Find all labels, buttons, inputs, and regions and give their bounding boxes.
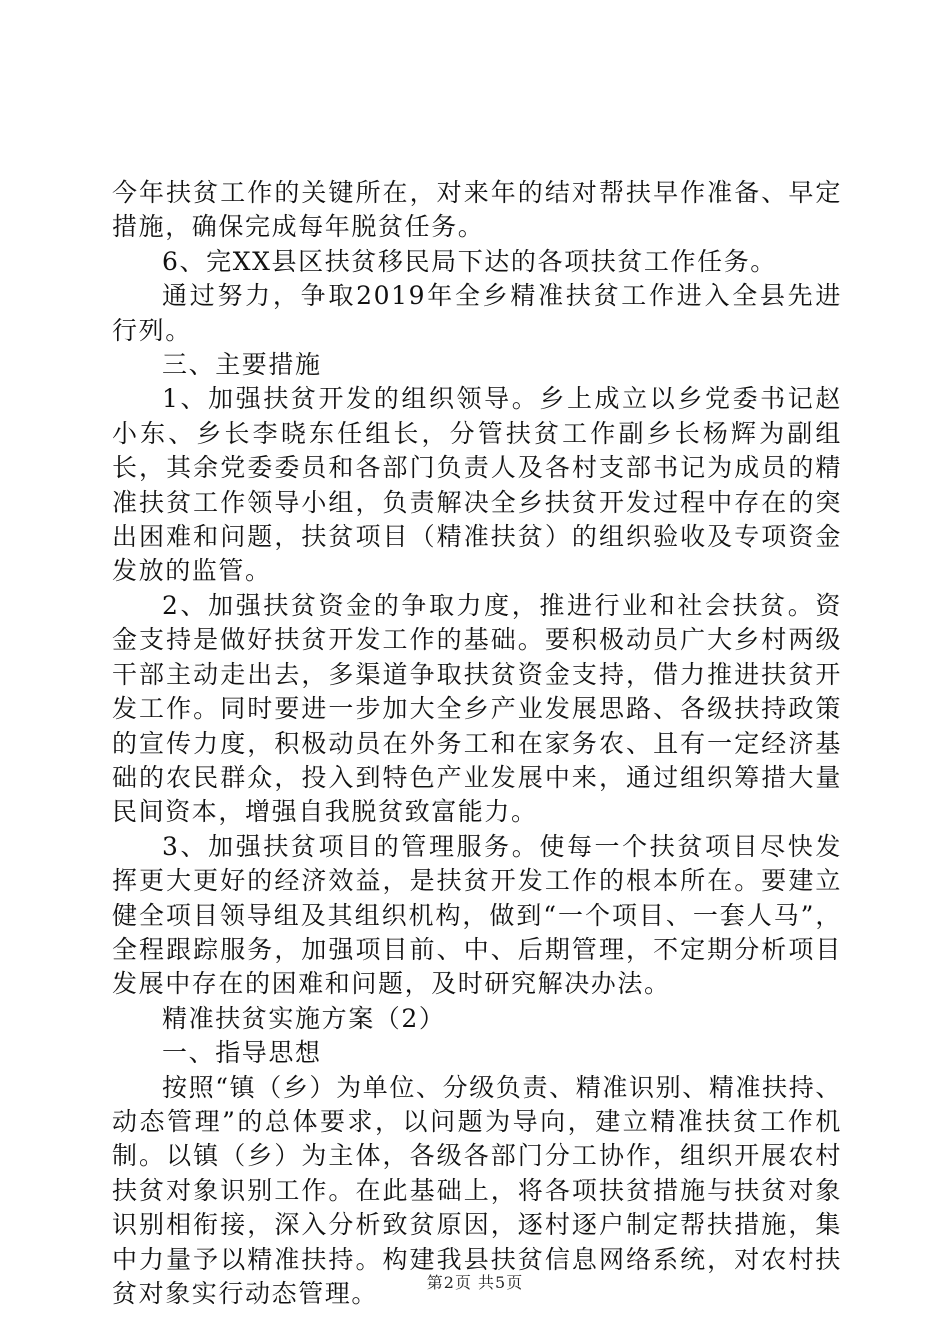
paragraph-goal: 通过努力，争取2019年全乡精准扶贫工作进入全县先进行列。 (112, 281, 842, 345)
paragraph-measure-1: 1、加强扶贫开发的组织领导。乡上成立以乡党委书记赵小东、乡长李晓东任组长，分管扶贫工作副乡长杨辉为副组长，其余党委委员和各部门负责人及各村支部书记为成员的精准扶贫工作领导小组，负责解决全乡扶贫开发过程中存在的突出困难和问题，扶贫项目（精准扶贫）的组织验收及专项资金发放的监管。 (112, 384, 842, 586)
document-body (112, 176, 842, 1311)
paragraph-measure-2: 2、加强扶贫资金的争取力度，推进行业和社会扶贫。资金支持是做好扶贫开发工作的基础。要积极动员广大乡村两级干部主动走出去，多渠道争取扶贫资金支持，借力推进扶贫开发工作。同时要进一步加大全乡产业发展思路、各级扶持政策的宣传力度，积极动员在外务工和在家务农、且有一定经济基础的农民群众，投入到特色产业发展中来，通过组织筹措大量民间资本，增强自我脱贫致富能力。 (112, 590, 842, 827)
section-heading-measures: 三、主要措施 (162, 350, 322, 380)
paragraph-guiding-thought: 按照“镇（乡）为单位、分级负责、精准识别、精准扶持、动态管理”的总体要求，以问题为导向，建立精准扶贫工作机制。以镇（乡）为主体，各级各部门分工协作，组织开展农村扶贫对象识别工作。在此基础上，将各项扶贫措施与扶贫对象识别相衔接，深入分析致贫原因，逐村逐户制定帮扶措施，集中力量予以精准扶持。构建我县扶贫信息网络系统，对农村扶贫对象实行动态管理。 (112, 1072, 842, 1308)
paragraph-continuation: 今年扶贫工作的关键所在，对来年的结对帮扶早作准备、早定措施，确保完成每年脱贫任务。 (112, 178, 842, 242)
section-heading-guiding-thought: 一、指导思想 (162, 1038, 322, 1068)
page-footer: 第2页 共5页 (426, 1273, 524, 1292)
paragraph-measure-3: 3、加强扶贫项目的管理服务。使每一个扶贫项目尽快发挥更大更好的经济效益，是扶贫开发工作的根本所在。要建立健全项目领导组及其组织机构，做到“一个项目、一套人马”，全程跟踪服务，加强项目前、中、后期管理，不定期分析项目发展中存在的困难和问题，及时研究解决办法。 (112, 831, 842, 999)
document-subtitle: 精准扶贫实施方案（2） (162, 1003, 446, 1033)
paragraph-item-6: 6、完XX县区扶贫移民局下达的各项扶贫工作任务。 (162, 246, 777, 276)
